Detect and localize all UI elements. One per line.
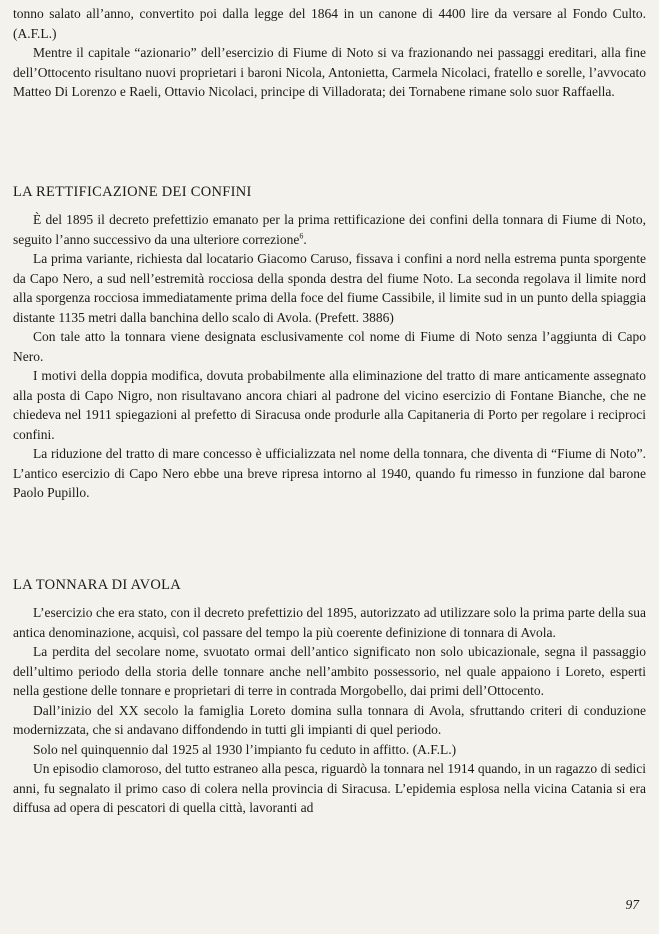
paragraph: Con tale atto la tonnara viene designata esclusivamente col nome di Fiume di Noto senza l’aggiunta di Capo Nero. (13, 329, 646, 364)
page-number: 97 (625, 897, 639, 912)
paragraph: I motivi della doppia modifica, dovuta probabilmente alla eliminazione del tratto di mare anticamente assegnato alla posta di Capo Nigro, non risultavano ancora chiari al padrone del vicino esercizio di Fontane Bianche, che ne chiedeva nel 1911 spiegazioni al prefetto di Siracusa onde produrle alla Capitaneria di Porto per regolare i reciproci confini. (13, 368, 646, 442)
paragraph: Dall’inizio del XX secolo la famiglia Loreto domina sulla tonnara di Avola, sfruttando criteri di conduzione modernizzata, che si andavano diffondendo in tutti gli impianti di quel periodo. (13, 702, 646, 737)
paragraph: Mentre il capitale “azionario” dell’esercizio di Fiume di Noto si va frazionando nei passaggi ereditari, alla fine dell’Ottocento risultano nuovi proprietari i baroni Nicola, Antonietta, Carmela Nicolaci, fratello e sorelle, l’avvocato Matteo Di Lorenzo e Raeli, Ottavio Nicolaci, principe di Villadorata; dei Tornabene rimane solo suor Raffaella. (13, 45, 646, 99)
paragraph-text: È del 1895 il decreto prefettizio emanato per la prima rettificazione dei confini della tonnara di Fiume di Noto, seguito l’anno successivo da una ulteriore correzione (13, 212, 646, 247)
section-heading: LA TONNARA DI AVOLA (13, 577, 182, 593)
paragraph: Solo nel quinquennio dal 1925 al 1930 l’impianto fu ceduto in affitto. (A.F.L.) (33, 741, 457, 757)
paragraph-end: . (303, 231, 307, 247)
paragraph: tonno salato all’anno, convertito poi dalla legge del 1864 in un canone di 4400 lire da versare al Fondo Culto. (A.F.L.) (13, 6, 646, 41)
section-intro (13, 4, 646, 102)
paragraph: La riduzione del tratto di mare concesso è ufficializzata nel nome della tonnara, che diventa di “Fiume di Noto”. L’antico esercizio di Capo Nero ebbe una breve ripresa intorno al 1940, quando fu rimesso in funzione dal barone Paolo Pupillo. (13, 446, 646, 500)
footnote-marker: 6 (299, 231, 304, 240)
paragraph (13, 210, 646, 249)
section-rettificazione (13, 182, 646, 503)
paragraph: La perdita del secolare nome, svuotato ormai dell’antico significato non solo ubicazionale, segna il passaggio dell’ultimo periodo della storia delle tonnare anche nell’ambito possessorio, nel quale appaiono i Loreto, esperti nella gestione delle tonnare e proprietari di terre in contrada Morgobello, dai primi dell’Ottocento. (13, 644, 646, 698)
section-heading: LA RETTIFICAZIONE DEI CONFINI (13, 184, 252, 200)
section-tonnara-avola (13, 575, 646, 818)
paragraph: Un episodio clamoroso, del tutto estraneo alla pesca, riguardò la tonnara nel 1914 quando, in un ragazzo di sedici anni, fu segnalato il primo caso di colera nella provincia di Siracusa. L’epidemia esplosa nella vicina Catania si era diffusa ad opera di pescatori di quella città, lavoranti ad (13, 761, 646, 815)
paragraph: La prima variante, richiesta dal locatario Giacomo Caruso, fissava i confini a nord nella estrema punta sporgente da Capo Nero, a sud nell’estremità rocciosa della sponda destra del fiume Noto. La seconda regolava il limite nord alla sporgenza rocciosa immediatamente prima della foce del fiume Cassibile, il limite sud in un punto della spiaggia distante 1135 metri dalla banchina dello scalo di Avola. (Prefett. 3886) (13, 251, 646, 325)
paragraph: L’esercizio che era stato, con il decreto prefettizio del 1895, autorizzato ad utilizzare solo la prima parte della sua antica denominazione, acquisì, col passare del tempo la più coerente definizione di tonnara di Avola. (13, 605, 646, 640)
